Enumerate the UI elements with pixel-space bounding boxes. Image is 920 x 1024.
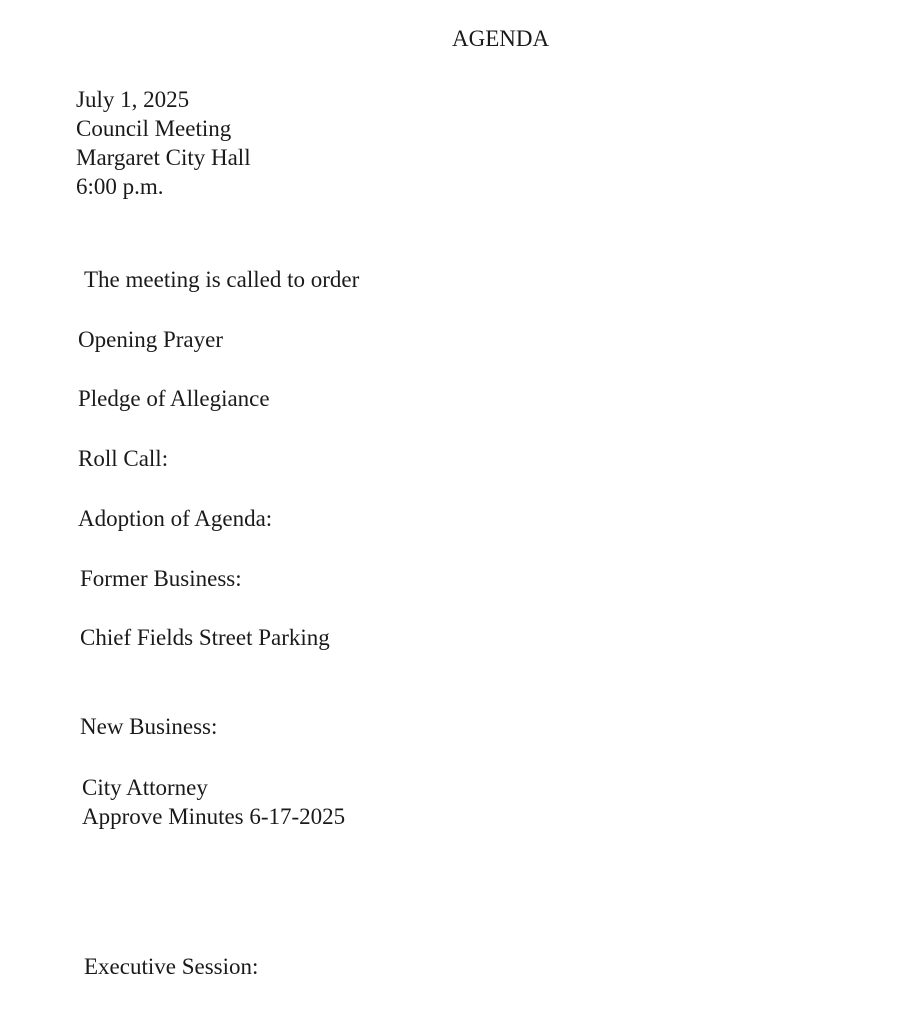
agenda-item-roll-call: Roll Call: xyxy=(78,446,169,471)
agenda-item-city-attorney: City Attorney xyxy=(82,775,208,800)
meeting-date: July 1, 2025 xyxy=(76,87,190,112)
meeting-location: Margaret City Hall xyxy=(76,145,251,170)
section-new-business: New Business: xyxy=(80,714,218,739)
meeting-type: Council Meeting xyxy=(76,116,232,141)
agenda-item-pledge: Pledge of Allegiance xyxy=(78,386,270,411)
meeting-header xyxy=(76,85,251,201)
agenda-item-chief-fields: Chief Fields Street Parking xyxy=(80,625,330,650)
page-title: AGENDA xyxy=(452,26,550,51)
section-executive-session: Executive Session: xyxy=(84,954,259,979)
meeting-time: 6:00 p.m. xyxy=(76,174,164,199)
agenda-item-approve-minutes: Approve Minutes 6-17-2025 xyxy=(82,804,346,829)
agenda-item-call-to-order: The meeting is called to order xyxy=(84,267,360,292)
agenda-item-opening-prayer: Opening Prayer xyxy=(78,327,223,352)
agenda-item-adoption: Adoption of Agenda: xyxy=(78,506,273,531)
section-former-business: Former Business: xyxy=(80,566,242,591)
